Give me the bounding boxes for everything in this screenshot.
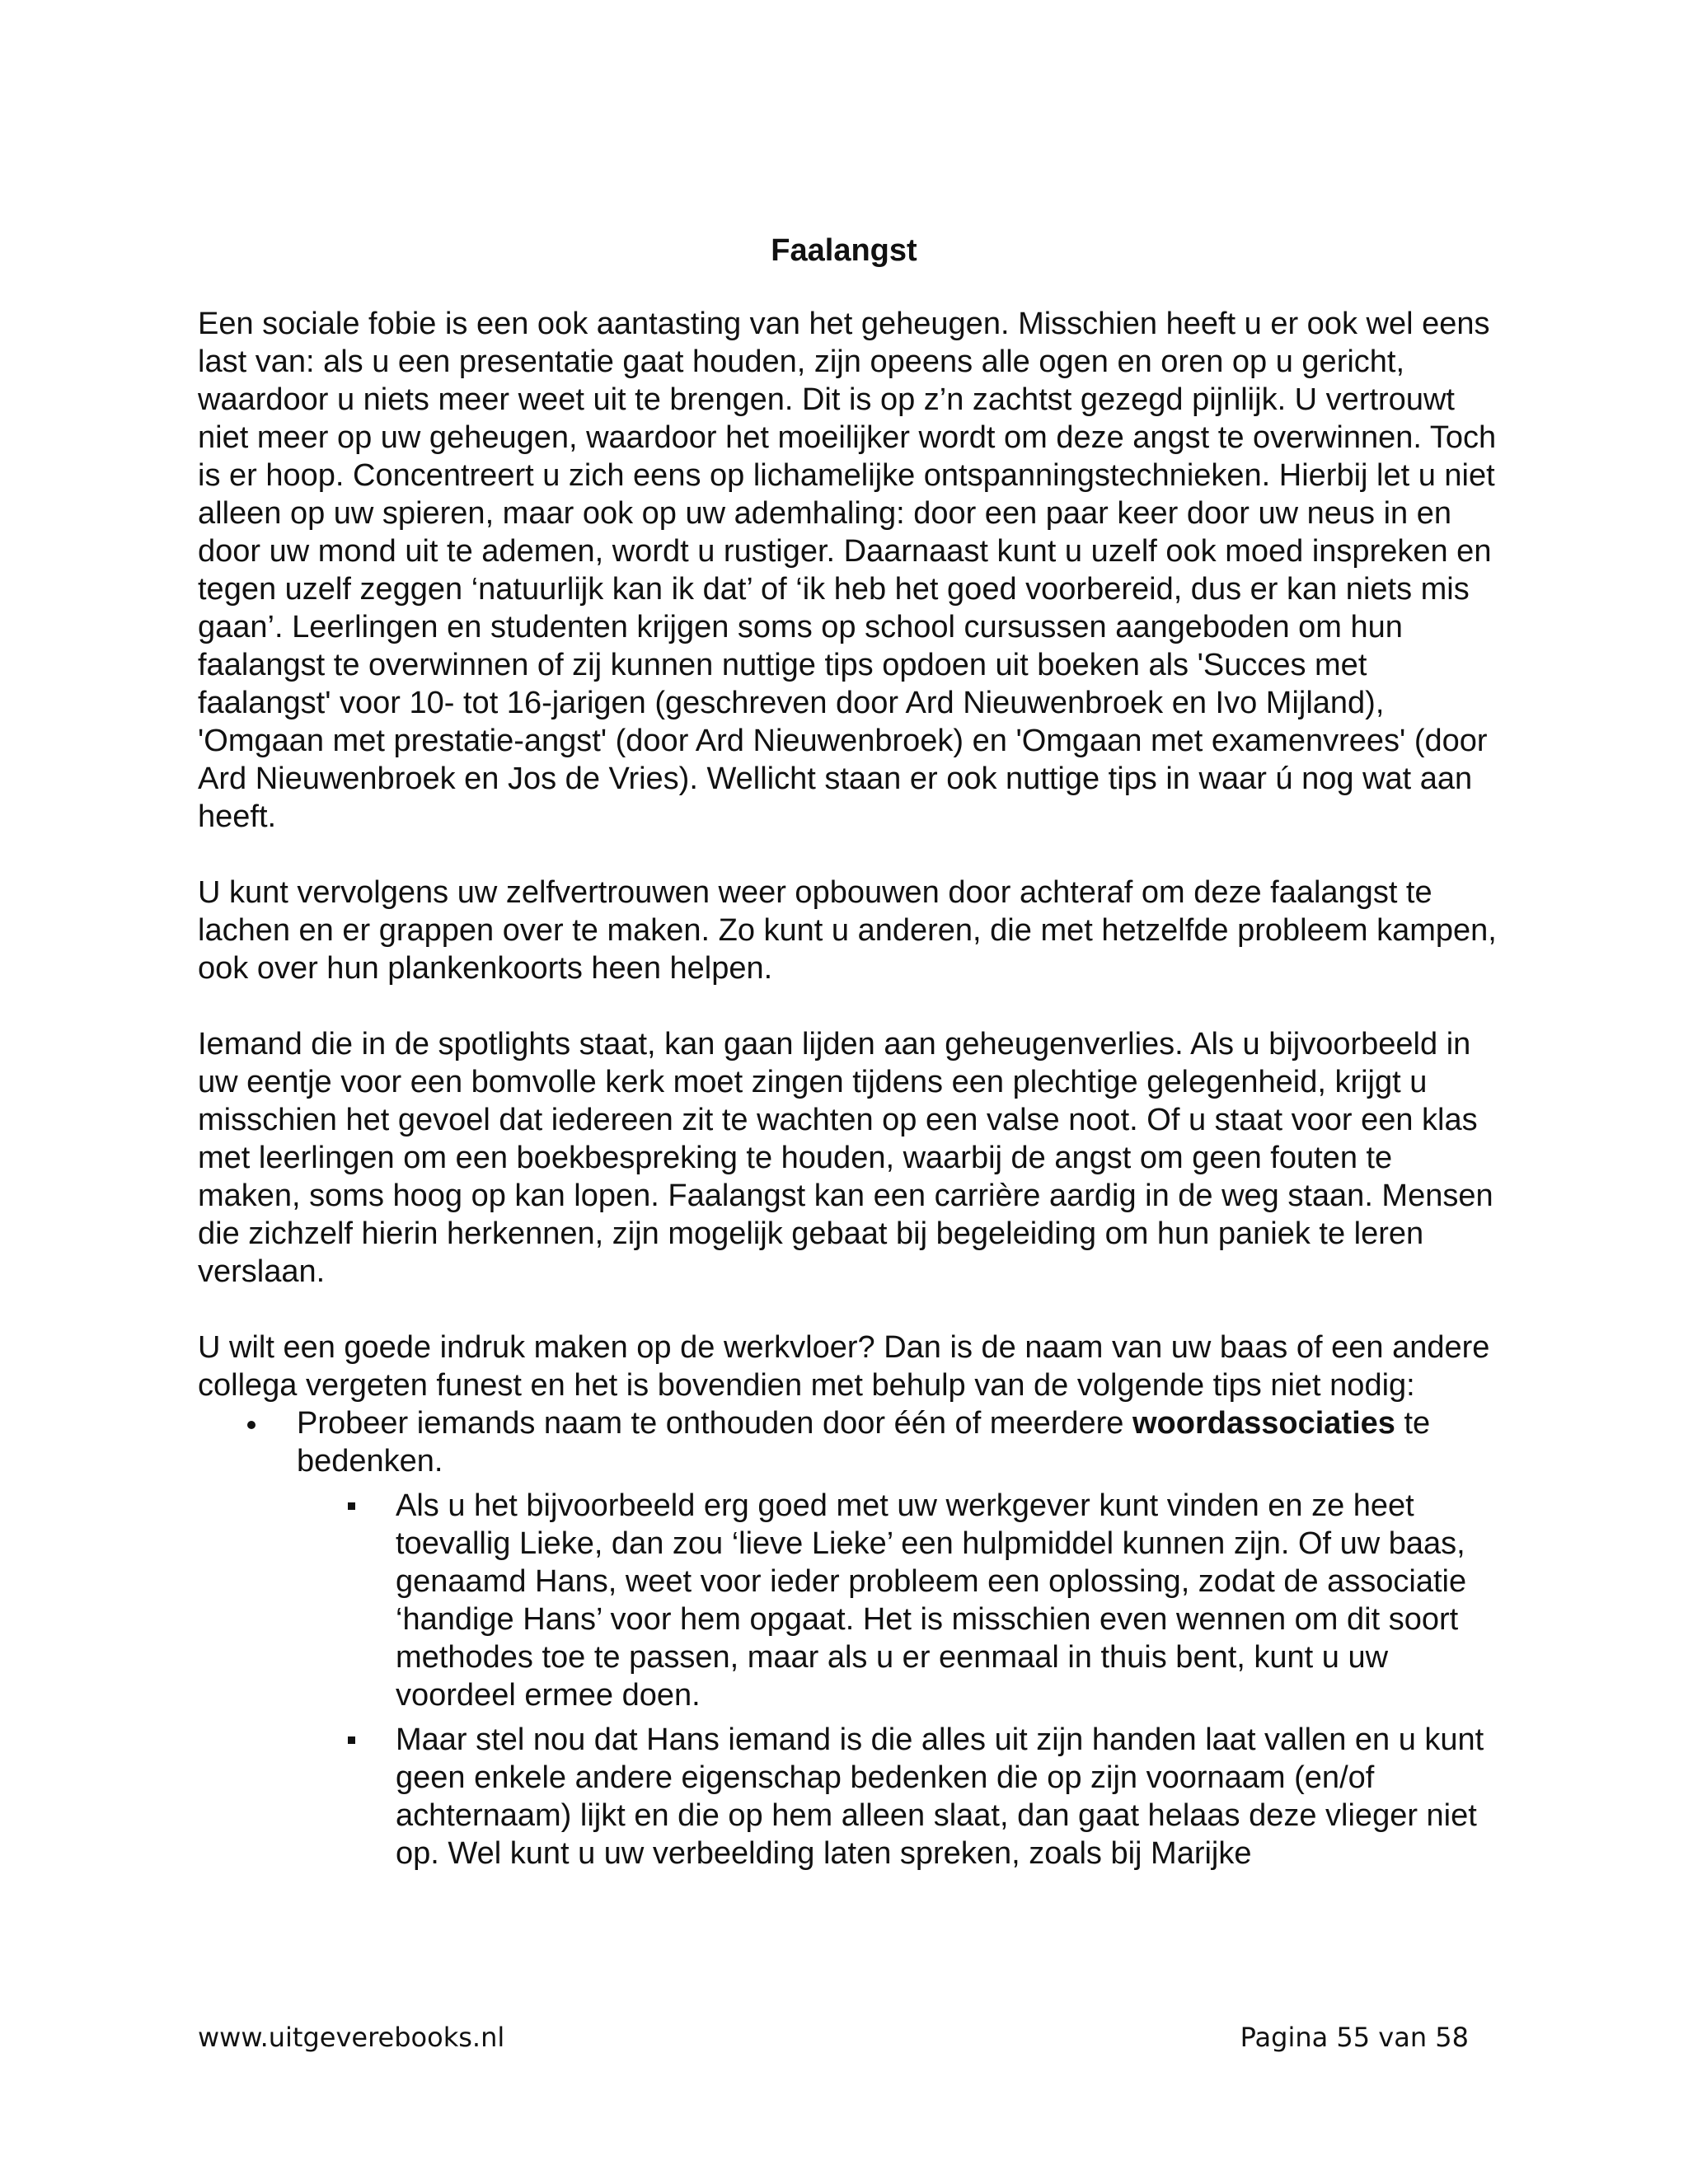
sub-bullet-text-2: Maar stel nou dat Hans iemand is die alles uit zijn handen laat vallen en u kunt geen enkele andere eigenschap bedenken die op zijn voornaam (en/of achternaam) lijkt en die op hem alleen slaat, dan gaat helaas deze vlieger niet op. Wel kunt u uw verbeelding laten spreken, zoals bij Marijke: [396, 1722, 1484, 1871]
bullet-bold-term: woordassociaties: [1132, 1406, 1395, 1441]
paragraph-2: U kunt vervolgens uw zelfvertrouwen weer opbouwen door achteraf om deze faalangst te lachen en er grappen over te maken. Zo kunt u anderen, die met hetzelfde probleem kampen, ook over hun plankenkoorts heen helpen.: [198, 875, 1497, 986]
paragraph-1: Een sociale fobie is een ook aantasting van het geheugen. Misschien heeft u er ook wel eens last van: als u een presentatie gaat houden, zijn opeens alle ogen en oren op u gericht, waardoor u niets meer weet uit te brengen. Dit is op z’n zachtst gezegd pijnlijk. U vertrouwt niet meer op uw geheugen, waardoor het moeilijker wordt om deze angst te overwinnen. Toch is er hoop. Concentreert u zich eens op lichamelijke ontspanningstechnieken. Hierbij let u niet alleen op uw spieren, maar ook op uw ademhaling: door een paar keer door uw neus in en door uw mond uit te ademen, wordt u rustiger. Daarnaast kunt u uzelf ook moed inspreken en tegen uzelf zeggen ‘natuurlijk kan ik dat’ of ‘ik heb het goed voorbereid, dus er kan niets mis gaan’. Leerlingen en studenten krijgen soms op school cursussen aangeboden om hun faalangst te overwinnen of zij kunnen nuttige tips opdoen uit boeken als 'Succes met faalangst' voor 10- tot 16-jarigen (geschreven door Ard Nieuwenbroek en Ivo Mijland), 'Omgaan met prestatie-angst' (door Ard Nieuwenbroek) en 'Omgaan met examenvrees' (door Ard Nieuwenbroek en Jos de Vries). Wellicht staan er ook nuttige tips in waar ú nog wat aan heeft.: [198, 307, 1497, 834]
square-bullet-icon: [348, 1736, 355, 1744]
bullet-text-after: te bedenken.: [297, 1406, 1431, 1479]
bullet-list: [198, 1404, 1500, 1872]
paragraph-4: U wilt een goede indruk maken op de werkvloer? Dan is de naam van uw baas of een andere collega vergeten funest en het is bovendien met behulp van de volgende tips niet nodig:: [198, 1330, 1490, 1403]
document-body: [198, 305, 1500, 1879]
page-title: Faalangst: [771, 233, 917, 268]
square-bullet-icon: [348, 1502, 355, 1510]
sub-bullet-text-1: Als u het bijvoorbeeld erg goed met uw werkgever kunt vinden en ze heet toevallig Lieke, dan zou ‘lieve Lieke’ een hulpmiddel kunnen zijn. Of uw baas, genaamd Hans, weet voor ieder probleem een oplossing, zodat de associatie ‘handige Hans’ voor hem opgaat. Het is misschien even wennen om dit soort methodes toe te passen, maar als u er eenmaal in thuis bent, kunt u uw voordeel ermee doen.: [396, 1488, 1467, 1713]
sub-bullet-list: [297, 1487, 1500, 1872]
bullet-text-before: Probeer iemands naam te onthouden door één of meerdere: [297, 1406, 1132, 1441]
sub-bullet-item-1: [297, 1487, 1500, 1714]
bullet-item: [198, 1404, 1500, 1872]
sub-bullet-item-2: [297, 1721, 1500, 1872]
paragraph-3: Iemand die in de spotlights staat, kan gaan lijden aan geheugenverlies. Als u bijvoorbeeld in uw eentje voor een bomvolle kerk moet zingen tijdens een plechtige gelegenheid, krijgt u misschien het gevoel dat iedereen zit te wachten op een valse noot. Of u staat voor een klas met leerlingen om een boekbespreking te houden, waarbij de angst om geen fouten te maken, soms hoog op kan lopen. Faalangst kan een carrière aardig in de weg staan. Mensen die zichzelf hierin herkennen, zijn mogelijk gebaat bij begeleiding om hun paniek te leren verslaan.: [198, 1027, 1493, 1289]
footer-page-number: Pagina 55 van 58: [1240, 2022, 1469, 2053]
bullet-dot-icon: [247, 1421, 256, 1429]
footer-website: www.uitgeverebooks.nl: [198, 2022, 505, 2053]
